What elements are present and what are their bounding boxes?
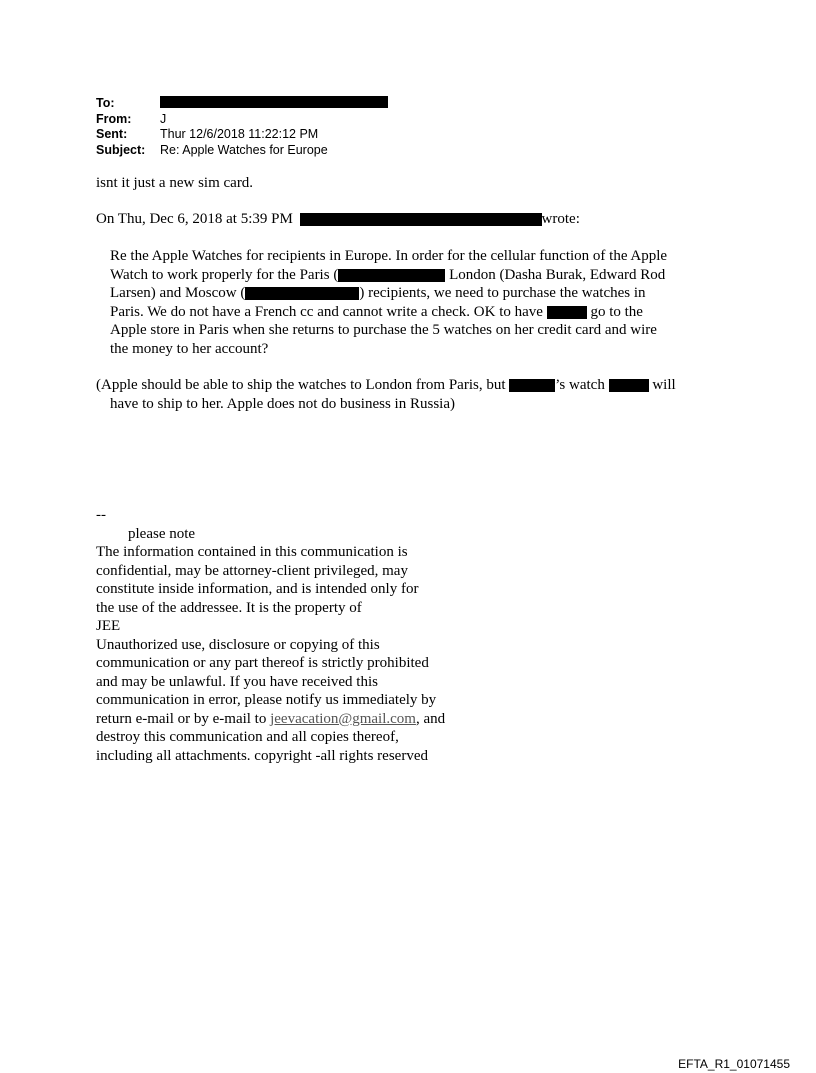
disclaimer-text: , and (415, 710, 446, 727)
disclaimer-line: communication in error, please notify us immediately by (96, 692, 437, 708)
disclaimer-line: Unauthorized use, disclosure or copying of this (96, 636, 380, 653)
subject-value: Re: Apple Watches for Europe (160, 142, 328, 157)
redacted-name (245, 287, 359, 300)
disclaimer-line: the use of the addressee. It is the property of (96, 599, 362, 616)
disclaimer-line: The information contained in this communication is (96, 544, 408, 560)
document-id: EFTA_R1_01071455 (678, 1057, 790, 1071)
disclaimer-line: including all attachments. copyright -all rights reserved (96, 747, 428, 764)
disclaimer-text: return e-mail or by e-mail to (96, 710, 271, 727)
disclaimer-line: and may be unlawful. If you have received this (96, 673, 378, 690)
disclaimer-line: JEE (96, 618, 121, 634)
paren-text: ’s watch (555, 377, 609, 393)
reply-text: isnt it just a new sim card. (96, 175, 254, 191)
subject-row (96, 143, 388, 159)
paren-text: (Apple should be able to ship the watches to London from Paris, but (96, 377, 510, 393)
sent-row (96, 127, 388, 143)
disclaimer-line: confidential, may be attorney-client privileged, may (96, 562, 408, 579)
email-link[interactable]: jeevacation@gmail.com (270, 710, 416, 727)
redacted-name (547, 306, 587, 319)
from-value: J (160, 111, 167, 126)
redacted-sender (300, 213, 542, 226)
quoted-line: the money to her account? (110, 340, 269, 357)
quote-intro-date: On Thu, Dec 6, 2018 at 5:39 PM (96, 211, 293, 227)
sent-label: Sent: (96, 127, 128, 141)
redacted-name (338, 269, 445, 282)
sent-value: Thur 12/6/2018 11:22:12 PM (160, 127, 319, 141)
subject-label: Subject: (96, 142, 146, 157)
paren-text: will (648, 377, 676, 393)
quoted-line: Re the Apple Watches for recipients in Europe. In order for the cellular function of the Apple (110, 248, 668, 264)
quoted-text: Paris. We do not have a French cc and cannot write a check. OK to have (110, 303, 547, 320)
to-row (96, 96, 388, 112)
redacted-name (609, 379, 649, 392)
quote-intro-wrote: wrote: (541, 211, 580, 227)
quoted-line (110, 266, 667, 285)
quoted-line: Apple store in Paris when she returns to purchase the 5 watches on her credit card and wire (110, 322, 657, 338)
quoted-text: Larsen) and Moscow ( (110, 285, 246, 301)
disclaimer-line: constitute inside information, and is intended only for (96, 581, 419, 597)
quoted-line (110, 303, 667, 322)
quote-intro (96, 210, 580, 229)
quoted-text: Watch to work properly for the Paris ( (110, 266, 339, 283)
quoted-text: ) recipients, we need to purchase the watches in (359, 285, 646, 301)
quoted-text: London (Dasha Burak, Edward Rod (445, 266, 666, 283)
from-label: From: (96, 111, 132, 126)
disclaimer-line (96, 710, 445, 729)
quoted-text: go to the (586, 303, 643, 320)
signature-note: please note (128, 525, 196, 542)
quoted-message (110, 247, 667, 358)
signature-dashes: -- (96, 507, 106, 523)
disclaimer-line: communication or any part thereof is strictly prohibited (96, 655, 429, 671)
redacted-recipient (160, 96, 388, 108)
parenthetical-note (96, 376, 676, 413)
paren-line: have to ship to her. Apple does not do business in Russia) (110, 395, 455, 412)
to-label: To: (96, 96, 115, 110)
paren-line (96, 376, 676, 395)
disclaimer-line: destroy this communication and all copies thereof, (96, 729, 399, 745)
redacted-name (509, 379, 555, 392)
signature-block (96, 506, 445, 765)
quoted-line (110, 284, 667, 303)
email-header (96, 96, 388, 158)
from-row (96, 112, 388, 128)
